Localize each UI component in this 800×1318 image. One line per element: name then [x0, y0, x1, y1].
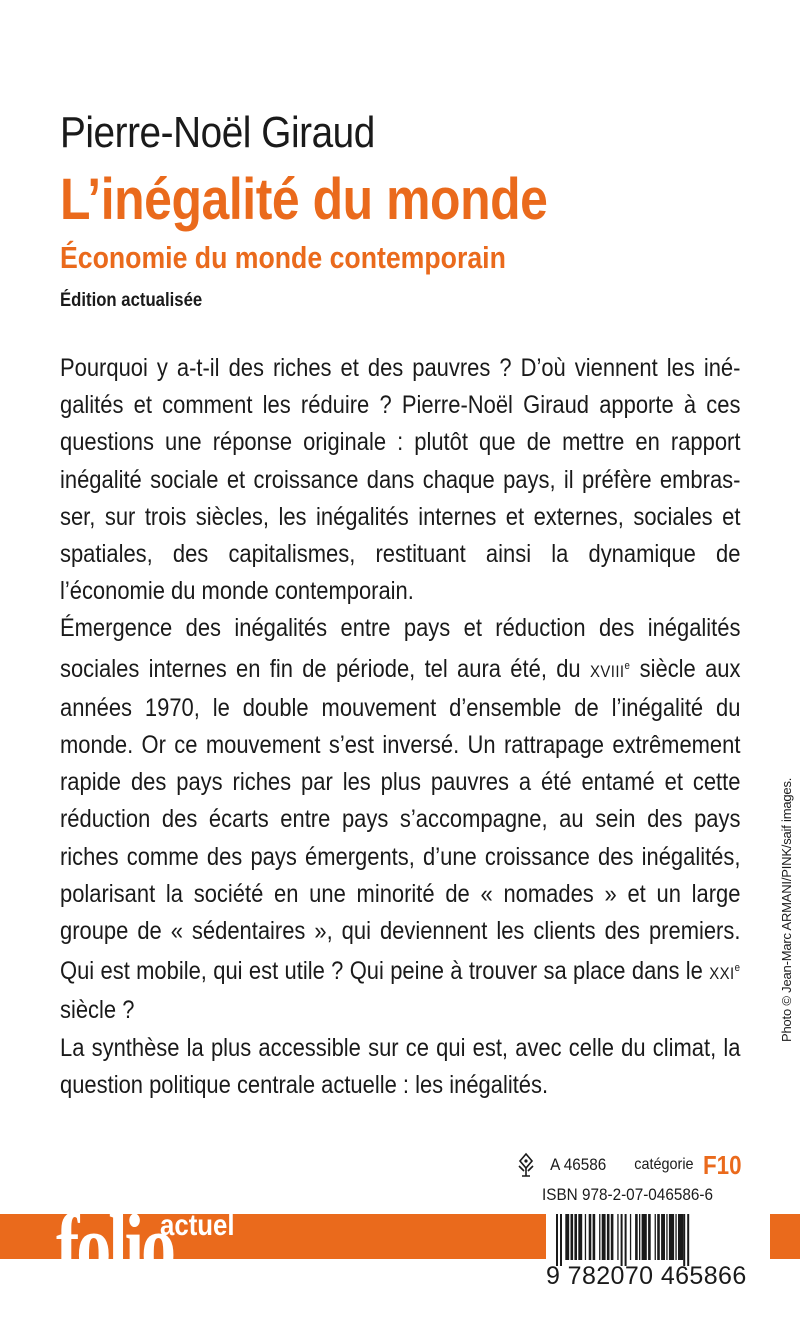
barcode-bar [599, 1214, 600, 1260]
barcode-bar [611, 1214, 614, 1260]
collection-actuel: actuel [160, 1209, 235, 1242]
folio-logo-text: folio [56, 1197, 173, 1296]
barcode-bar [630, 1214, 631, 1260]
barcode-bar [578, 1214, 582, 1260]
barcode-bar [655, 1214, 656, 1260]
blurb-p2-before: Émergence des inégalités entre pays et réduction des inégalités sociales internes en fin de période, tel aura été, du [60, 614, 741, 683]
article-code: A 46586 [550, 1155, 607, 1174]
barcode-bar [639, 1214, 640, 1260]
gallimard-logo-icon [515, 1152, 537, 1178]
isbn: ISBN 978-2-07-046586-6 [542, 1185, 713, 1204]
barcode-bar [675, 1214, 676, 1260]
blurb-paragraph-1: Pourquoi y a-t-il des riches et des pauvres ? D’où viennent les inégalités et comment les réduire ? Pierre-Noël Giraud apporte à ces questions une réponse originale : plutôt que de mettre en rapport inégalité sociale et croissance dans chaque pays, il préfère embrasser, sur trois siècles, les inégalités internes et externes, sociales et spatiales, des capitalismes, restituant ainsi la dynamique de l’économie du monde contemporain. [60, 354, 741, 606]
barcode-bar [642, 1214, 647, 1260]
barcode-bar [585, 1214, 586, 1260]
barcode-bar [571, 1214, 574, 1260]
barcode-bar [678, 1214, 683, 1260]
blurb-p2-after: siècle aux années 1970, le double mouvement d’ensemble de l’inégalité du monde. Or ce mouvement s’est inversé. Un rattrapage extrêmement rapide des pays riches par les plus pauvres a été entamé et cette réduction des écarts entre pays s’accompagne, au sein des pays riches comme des pays émergents, d’une croissance des inégalités, polarisant la société en une minorité de « nomades » et un large groupe de « sédentaires », qui deviennent les clients des premiers. Qui est mobile, qui est utile ? Qui peine à trouver sa place dans le [60, 654, 741, 986]
century-21: XXIe [709, 962, 741, 984]
barcode-bar [625, 1214, 627, 1266]
barcode-bar [607, 1214, 610, 1260]
author-name: Pierre-Noël Giraud [60, 108, 375, 157]
brand-band-right [770, 1214, 800, 1259]
barcode-bar [657, 1214, 660, 1260]
barcode-bar [666, 1214, 667, 1260]
barcode-bar [661, 1214, 665, 1260]
barcode-bar [621, 1214, 623, 1266]
barcode-digits: 9 782070 465866 [546, 1262, 747, 1290]
barcode-bar [565, 1214, 569, 1260]
barcode-icon [554, 1214, 762, 1266]
book-title: L’inégalité du monde [60, 167, 548, 232]
barcode-bar [556, 1214, 558, 1266]
photo-credit: Photo © Jean-Marc ARMANI/PINK/saif images. [779, 777, 794, 1042]
barcode-bar [617, 1214, 618, 1260]
barcode-bar [648, 1214, 651, 1260]
barcode-bar [560, 1214, 562, 1266]
blurb-paragraph-3: La synthèse la plus accessible sur ce qui est, avec celle du climat, la question politique centrale actuelle : les inégalités. [60, 1033, 741, 1099]
barcode-bar [602, 1214, 606, 1260]
back-cover-blurb [60, 350, 740, 1104]
barcode-bar [669, 1214, 674, 1260]
product-code-row [515, 1150, 748, 1180]
barcode-bar [687, 1214, 689, 1266]
barcode-bar [574, 1214, 577, 1260]
edition-note: Édition actualisée [60, 290, 203, 311]
century-18: XVIIIe [589, 659, 631, 681]
book-subtitle: Économie du monde contemporain [60, 240, 506, 275]
barcode-bar [589, 1214, 592, 1260]
barcode-bar [683, 1214, 685, 1266]
barcode-bar [635, 1214, 638, 1260]
blurb-paragraph-2 [60, 610, 740, 1029]
blurb-p2-end: siècle ? [60, 996, 135, 1025]
price-category: F10 [703, 1149, 742, 1180]
barcode-bar [593, 1214, 596, 1260]
category-label: catégorie [634, 1156, 694, 1173]
